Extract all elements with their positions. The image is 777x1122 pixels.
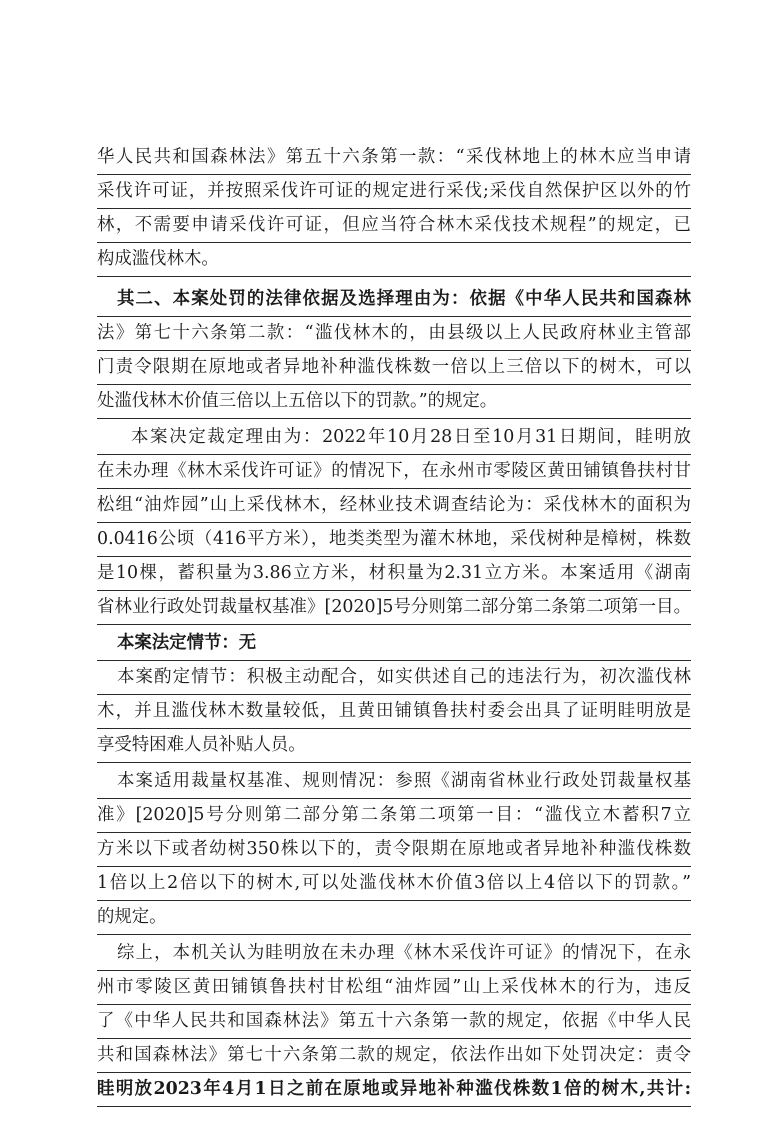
text-line-23: 的规定。 bbox=[97, 900, 691, 935]
text-line-5: 其二、本案处罚的法律依据及选择理由为：依据《中华人民共和国森林 bbox=[97, 282, 691, 317]
text-line-26: 了《中华人民共和国森林法》第五十六条第一款的规定，依据《中华人民 bbox=[97, 1004, 691, 1039]
text-line-27: 共和国森林法》第七十六条第二款的规定，依法作出如下处罚决定：责令 bbox=[97, 1038, 691, 1073]
text-line-20: 准》[2020]5号分则第二部分第二条第二项第一目：“滥伐立木蓄积7立 bbox=[97, 798, 691, 833]
text-line-16: 本案酌定情节：积极主动配合，如实供述自己的违法行为，初次滥伐林 bbox=[97, 660, 691, 695]
text-line-24: 综上，本机关认为眭明放在未办理《林木采伐许可证》的情况下，在永 bbox=[97, 936, 691, 971]
text-line-17: 木，并且滥伐林木数量较低，且黄田铺镇鲁扶村委会出具了证明眭明放是 bbox=[97, 694, 691, 729]
text-line-9: 本案决定裁定理由为：2022年10月28日至10月31日期间，眭明放 bbox=[97, 420, 691, 455]
text-line-22: 1倍以上2倍以下的树木,可以处滥伐林木价值3倍以上4倍以下的罚款。” bbox=[97, 866, 691, 901]
text-line-4: 构成滥伐林木。 bbox=[97, 242, 691, 277]
text-line-7: 门责令限期在原地或者异地补种滥伐株数一倍以上三倍以下的树木，可以 bbox=[97, 350, 691, 385]
statutory-circumstances: 本案法定情节：无 bbox=[97, 626, 691, 661]
text-line-12: 0.0416公顷（416平方米），地类类型为灌木林地，采伐树种是樟树，株数 bbox=[97, 522, 691, 557]
text-line-21: 方米以下或者幼树350株以下的，责令限期在原地或者异地补种滥伐株数 bbox=[97, 832, 691, 867]
text-line-8: 处滥伐林木价值三倍以上五倍以下的罚款。”的规定。 bbox=[97, 384, 691, 419]
text-line-6: 法》第七十六条第二款：“滥伐林木的，由县级以上人民政府林业主管部 bbox=[97, 316, 691, 351]
text-line-28: 眭明放2023年4月1日之前在原地或异地补种滥伐株数1倍的树木,共计: bbox=[97, 1072, 691, 1107]
text-line-13: 是10棵，蓄积量为3.86立方米，材积量为2.31立方米。本案适用《湖南 bbox=[97, 556, 691, 591]
text-line-14: 省林业行政处罚裁量权基准》[2020]5号分则第二部分第二条第二项第一目。 bbox=[97, 590, 691, 625]
text-line-19: 本案适用裁量权基准、规则情况：参照《湖南省林业行政处罚裁量权基 bbox=[97, 764, 691, 799]
text-line-25: 州市零陵区黄田铺镇鲁扶村甘松组“油炸园”山上采伐林木的行为，违反 bbox=[97, 970, 691, 1005]
text-line-3: 林，不需要申请采伐许可证，但应当符合林木采伐技术规程”的规定，已 bbox=[97, 208, 691, 243]
text-line-1: 华人民共和国森林法》第五十六条第一款：“采伐林地上的林木应当申请 bbox=[97, 140, 691, 175]
text-line-10: 在未办理《林木采伐许可证》的情况下，在永州市零陵区黄田铺镇鲁扶村甘 bbox=[97, 454, 691, 489]
text-line-2: 采伐许可证，并按照采伐许可证的规定进行采伐;采伐自然保护区以外的竹 bbox=[97, 174, 691, 209]
text-line-18: 享受特困难人员补贴人员。 bbox=[97, 728, 691, 763]
text-line-11: 松组“油炸园”山上采伐林木，经林业技术调查结论为：采伐林木的面积为 bbox=[97, 488, 691, 523]
